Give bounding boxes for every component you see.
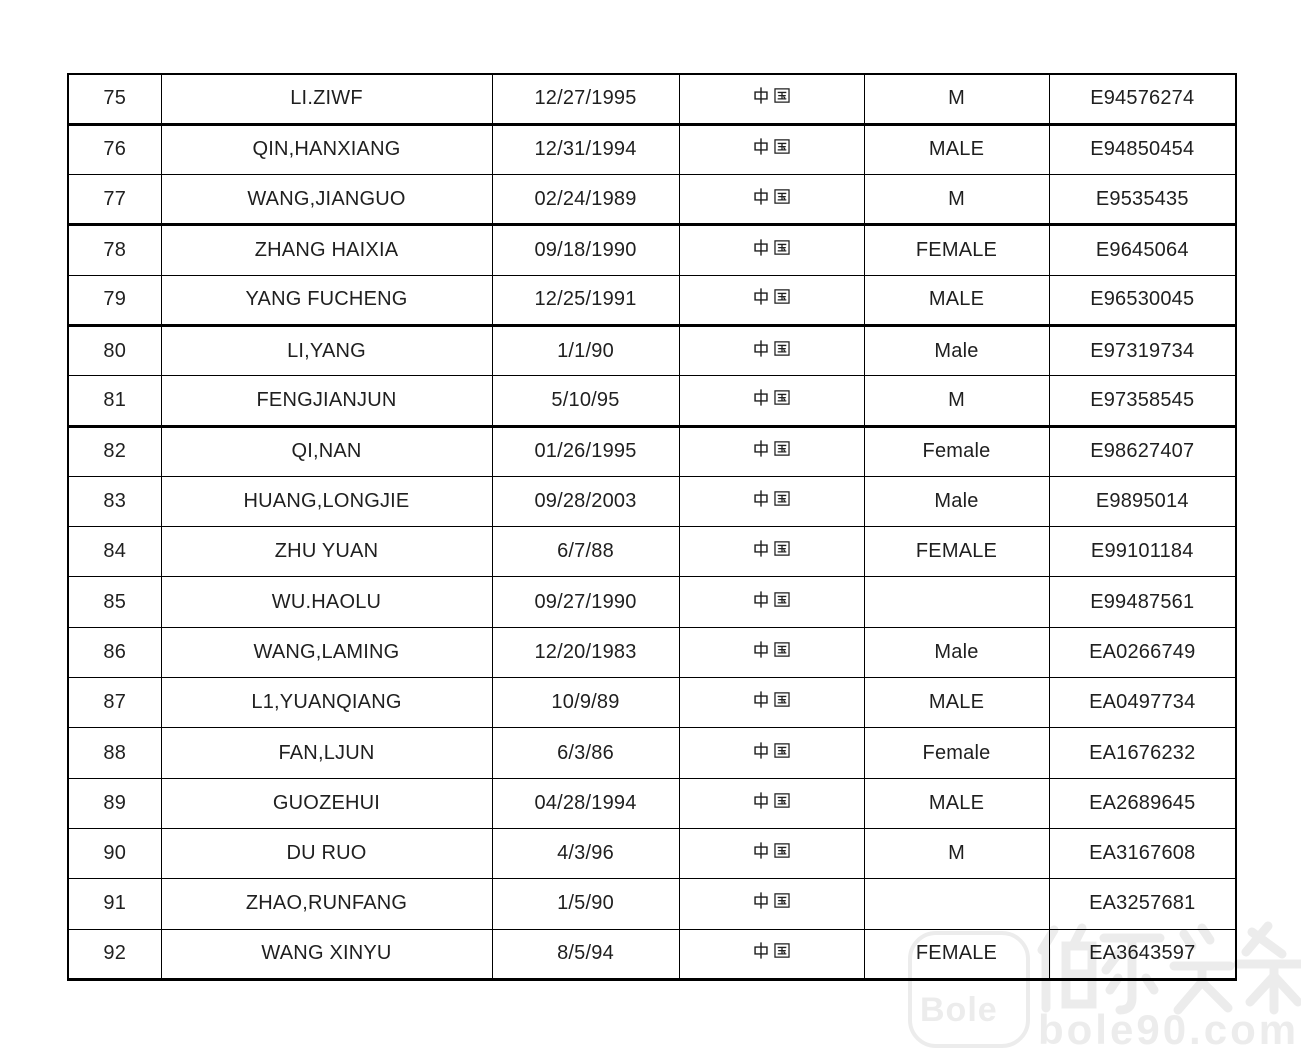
name-cell: WANG,JIANGUO [161,175,492,225]
name-cell: FAN,LJUN [161,728,492,778]
dob-cell: 10/9/89 [492,678,679,728]
guo-glyph [773,439,791,458]
table-row [68,426,1236,476]
dob-cell: 02/24/1989 [492,175,679,225]
row-number-cell: 88 [68,728,161,778]
guo-glyph [773,388,791,407]
guo-glyph [773,891,791,910]
zhong-glyph [752,741,770,760]
guo-glyph [773,791,791,810]
nationality-text [752,741,791,760]
passport-cell: EA3643597 [1049,929,1236,979]
passport-cell: EA2689645 [1049,778,1236,828]
gender-cell: Male [864,627,1049,677]
gender-cell: M [864,828,1049,878]
nationality-text [752,539,791,558]
nationality-cell [679,124,864,174]
nationality-text [752,489,791,508]
nationality-cell [679,527,864,577]
passport-cell: E99487561 [1049,577,1236,627]
dob-cell: 4/3/96 [492,828,679,878]
row-number-cell: 82 [68,426,161,476]
guo-glyph [773,539,791,558]
gender-cell: M [864,376,1049,426]
name-cell: FENGJIANJUN [161,376,492,426]
zhong-glyph [752,489,770,508]
dob-cell: 8/5/94 [492,929,679,979]
zhong-glyph [752,941,770,960]
gender-cell: MALE [864,678,1049,728]
row-number-cell: 80 [68,325,161,375]
dob-cell: 1/5/90 [492,879,679,929]
passport-cell: E99101184 [1049,527,1236,577]
nationality-text [752,690,791,709]
passport-cell: EA1676232 [1049,728,1236,778]
gender-cell: MALE [864,275,1049,325]
table-row [68,627,1236,677]
table-row [68,325,1236,375]
name-cell: DU RUO [161,828,492,878]
guo-glyph [773,489,791,508]
zhong-glyph [752,539,770,558]
gender-cell: M [864,175,1049,225]
guo-glyph [773,841,791,860]
row-number-cell: 75 [68,74,161,124]
table-row [68,828,1236,878]
nationality-cell [679,577,864,627]
zhong-glyph [752,388,770,407]
nationality-cell [679,778,864,828]
gender-cell: Female [864,728,1049,778]
nationality-text [752,287,791,306]
zhong-glyph [752,137,770,156]
gender-cell: Male [864,325,1049,375]
dob-cell: 04/28/1994 [492,778,679,828]
name-cell: HUANG,LONGJIE [161,476,492,526]
passport-cell: E96530045 [1049,275,1236,325]
row-number-cell: 83 [68,476,161,526]
table-row [68,124,1236,174]
name-cell: YANG FUCHENG [161,275,492,325]
nationality-cell [679,225,864,275]
table-row [68,527,1236,577]
nationality-cell [679,426,864,476]
nationality-text [752,791,791,810]
nationality-text [752,137,791,156]
watermark-url-text: bole90.com [1038,1006,1300,1053]
passport-cell: E9535435 [1049,175,1236,225]
nationality-cell [679,325,864,375]
zhong-glyph [752,339,770,358]
dob-cell: 1/1/90 [492,325,679,375]
nationality-text [752,86,791,105]
guo-glyph [773,287,791,306]
gender-cell [864,577,1049,627]
name-cell: WU.HAOLU [161,577,492,627]
dob-cell: 12/20/1983 [492,627,679,677]
gender-cell: FEMALE [864,929,1049,979]
gender-cell: Female [864,426,1049,476]
name-cell: QIN,HANXIANG [161,124,492,174]
table-row [68,376,1236,426]
nationality-cell [679,828,864,878]
passport-cell: EA3257681 [1049,879,1236,929]
guo-glyph [773,137,791,156]
gender-cell: MALE [864,778,1049,828]
zhong-glyph [752,690,770,709]
nationality-cell [679,879,864,929]
row-number-cell: 91 [68,879,161,929]
guo-glyph [773,690,791,709]
row-number-cell: 78 [68,225,161,275]
dob-cell: 6/3/86 [492,728,679,778]
guo-glyph [773,339,791,358]
table-row [68,879,1236,929]
nationality-cell [679,74,864,124]
nationality-text [752,238,791,257]
name-cell: L1,YUANQIANG [161,678,492,728]
nationality-cell [679,376,864,426]
row-number-cell: 81 [68,376,161,426]
guo-glyph [773,741,791,760]
guo-glyph [773,640,791,659]
zhong-glyph [752,791,770,810]
nationality-cell [679,678,864,728]
watermark-badge-text: Bole [920,991,998,1029]
gender-cell: Male [864,476,1049,526]
row-number-cell: 79 [68,275,161,325]
name-cell: QI,NAN [161,426,492,476]
passport-cell: E94850454 [1049,124,1236,174]
zhong-glyph [752,238,770,257]
table-row [68,225,1236,275]
nationality-text [752,388,791,407]
passport-cell: E9645064 [1049,225,1236,275]
table-row [68,929,1236,979]
table-row [68,275,1236,325]
table-body [68,74,1236,980]
row-number-cell: 87 [68,678,161,728]
row-number-cell: 86 [68,627,161,677]
zhong-glyph [752,287,770,306]
gender-cell: M [864,74,1049,124]
name-cell: GUOZEHUI [161,778,492,828]
zhong-glyph [752,187,770,206]
nationality-text [752,339,791,358]
nationality-text [752,891,791,910]
zhong-glyph [752,640,770,659]
zhong-glyph [752,891,770,910]
nationality-cell [679,275,864,325]
row-number-cell: 90 [68,828,161,878]
zhong-glyph [752,86,770,105]
dob-cell: 12/25/1991 [492,275,679,325]
name-cell: WANG,LAMING [161,627,492,677]
nationality-text [752,590,791,609]
nationality-text [752,640,791,659]
dob-cell: 09/18/1990 [492,225,679,275]
passenger-table [67,73,1237,981]
dob-cell: 12/27/1995 [492,74,679,124]
guo-glyph [773,86,791,105]
name-cell: ZHAO,RUNFANG [161,879,492,929]
zhong-glyph [752,439,770,458]
dob-cell: 5/10/95 [492,376,679,426]
zhong-glyph [752,841,770,860]
nationality-cell [679,929,864,979]
row-number-cell: 84 [68,527,161,577]
table-row [68,577,1236,627]
nationality-cell [679,175,864,225]
gender-cell [864,879,1049,929]
guo-glyph [773,238,791,257]
passport-cell: E97319734 [1049,325,1236,375]
nationality-text [752,439,791,458]
table-row [68,778,1236,828]
row-number-cell: 89 [68,778,161,828]
row-number-cell: 92 [68,929,161,979]
passport-cell: E97358545 [1049,376,1236,426]
dob-cell: 09/28/2003 [492,476,679,526]
dob-cell: 12/31/1994 [492,124,679,174]
name-cell: LI.ZIWF [161,74,492,124]
nationality-cell [679,627,864,677]
gender-cell: MALE [864,124,1049,174]
row-number-cell: 76 [68,124,161,174]
passport-cell: EA0497734 [1049,678,1236,728]
guo-glyph [773,590,791,609]
zhong-glyph [752,590,770,609]
nationality-text [752,941,791,960]
passport-cell: EA0266749 [1049,627,1236,677]
table-row [68,678,1236,728]
guo-glyph [773,187,791,206]
name-cell: ZHANG HAIXIA [161,225,492,275]
gender-cell: FEMALE [864,527,1049,577]
passport-cell: E94576274 [1049,74,1236,124]
table-row [68,175,1236,225]
row-number-cell: 85 [68,577,161,627]
name-cell: LI,YANG [161,325,492,375]
guo-glyph [773,941,791,960]
table-row [68,476,1236,526]
nationality-text [752,841,791,860]
name-cell: WANG XINYU [161,929,492,979]
dob-cell: 09/27/1990 [492,577,679,627]
dob-cell: 01/26/1995 [492,426,679,476]
name-cell: ZHU YUAN [161,527,492,577]
nationality-cell [679,476,864,526]
nationality-text [752,187,791,206]
table-row [68,728,1236,778]
dob-cell: 6/7/88 [492,527,679,577]
table-row [68,74,1236,124]
row-number-cell: 77 [68,175,161,225]
nationality-cell [679,728,864,778]
passport-cell: E98627407 [1049,426,1236,476]
passport-cell: E9895014 [1049,476,1236,526]
passport-cell: EA3167608 [1049,828,1236,878]
gender-cell: FEMALE [864,225,1049,275]
